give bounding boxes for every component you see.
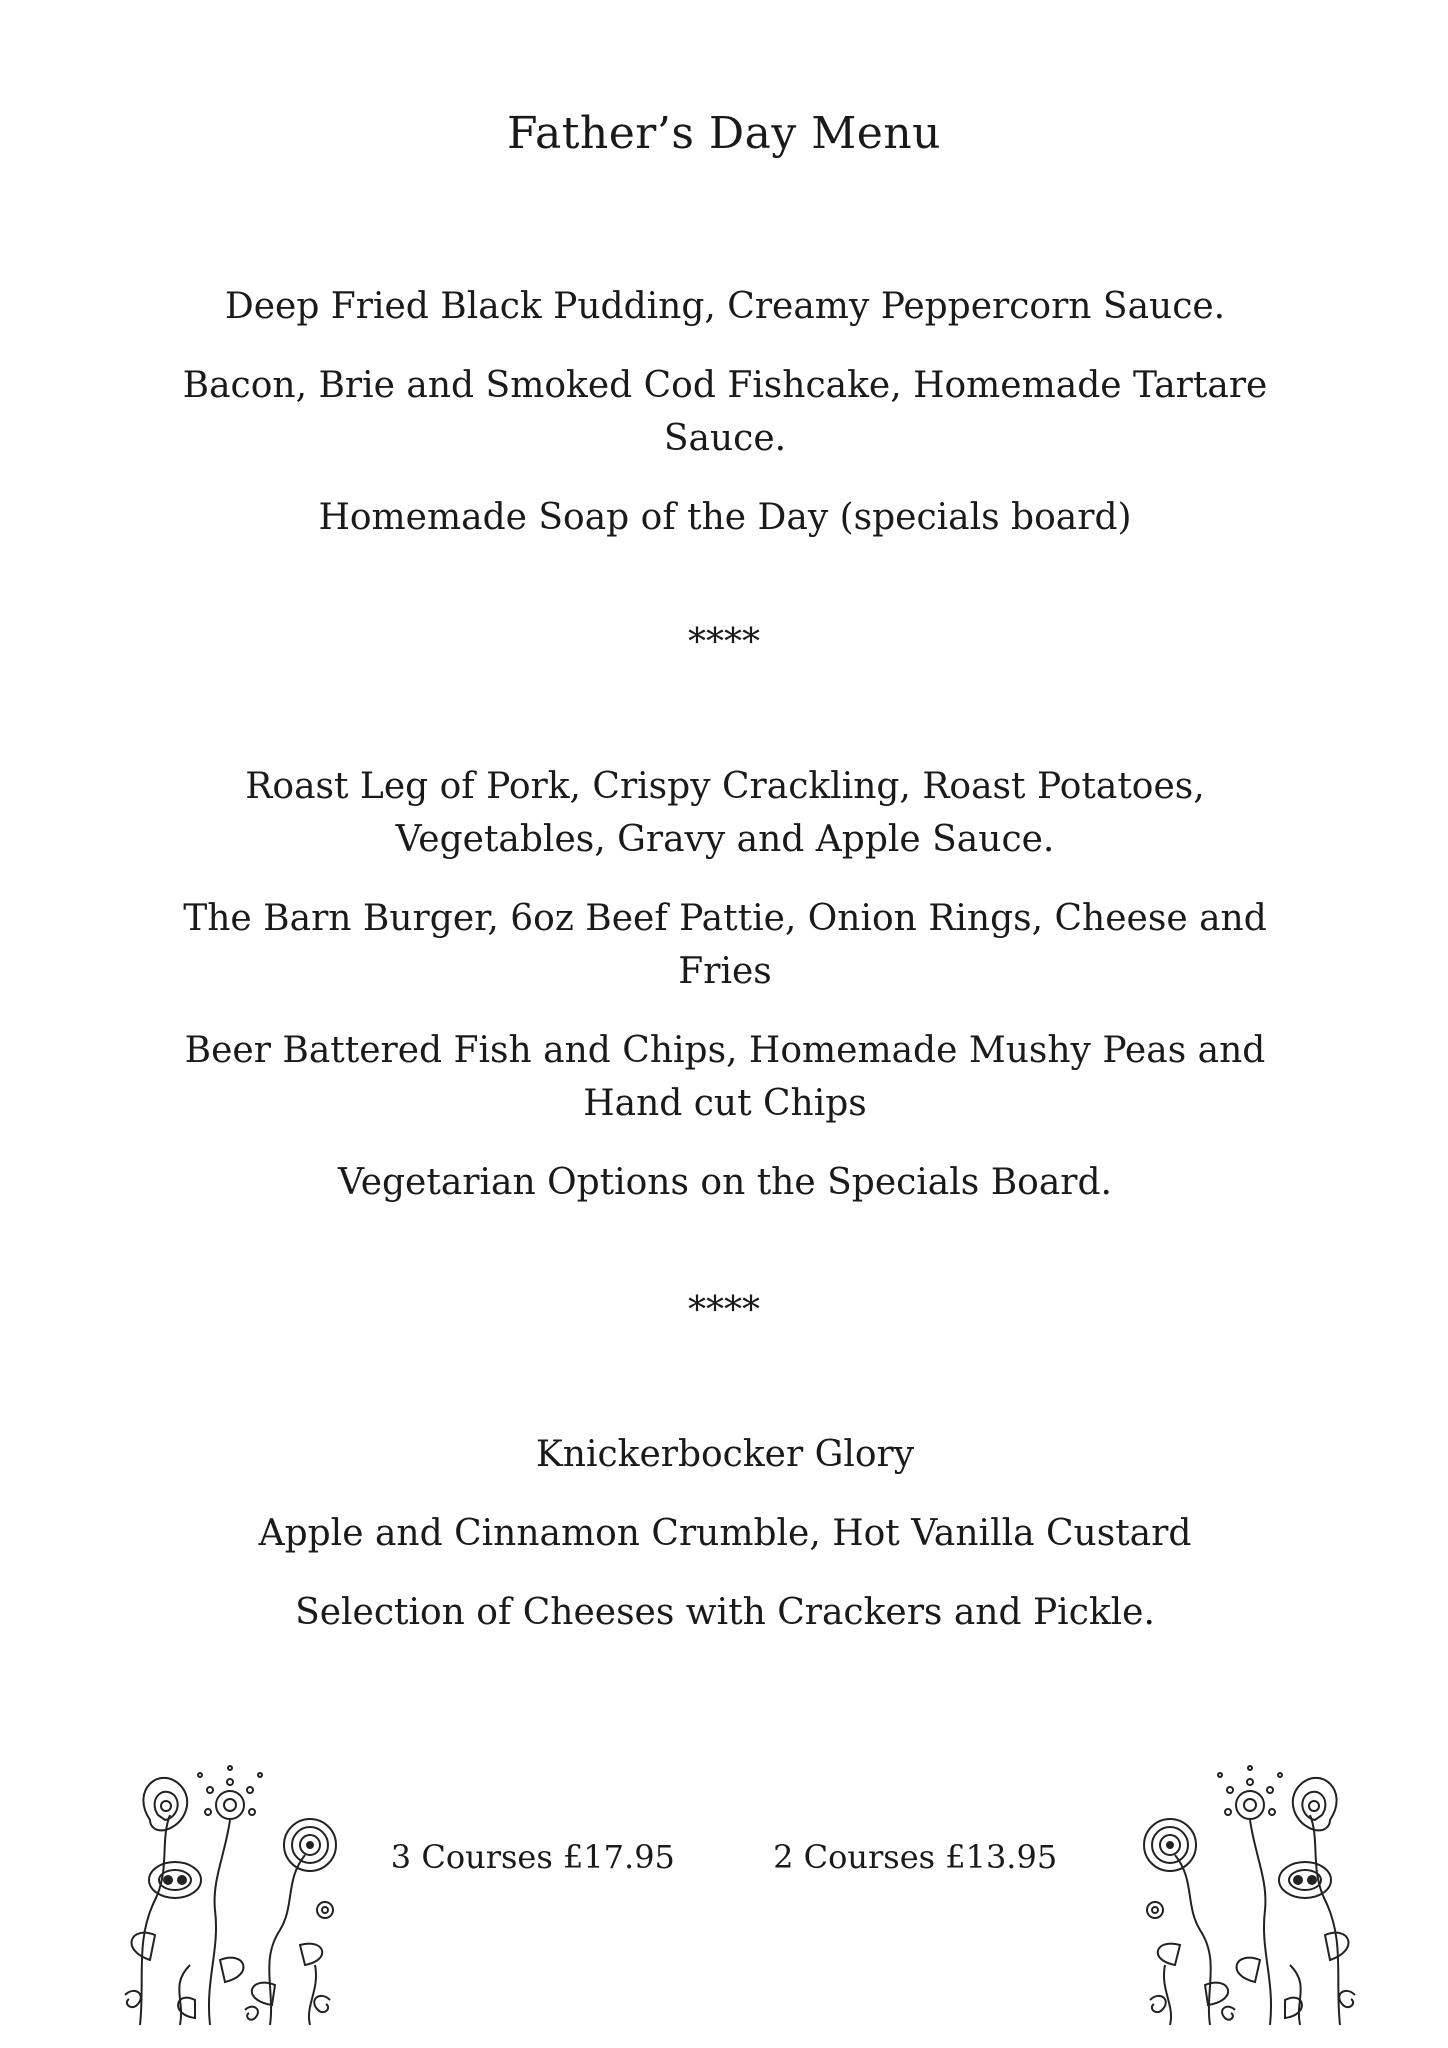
floral-doodle-icon — [100, 1760, 370, 2030]
main-item: Vegetarian Options on the Specials Board. — [338, 1162, 1112, 1203]
page-title: Father’s Day Menu — [506, 108, 942, 159]
main-item: The Barn Burger, 6oz Beef Pattie, Onion Rings, Cheese and Fries — [183, 898, 1267, 992]
mains-section — [180, 760, 1270, 1235]
main-item: Roast Leg of Pork, Crispy Crackling, Roast Potatoes, Vegetables, Gravy and Apple Sauce. — [245, 766, 1205, 860]
floral-doodle-icon — [1110, 1760, 1380, 2030]
course-separator: **** — [688, 622, 760, 663]
price-two-courses: 2 Courses £13.95 — [773, 1838, 1058, 1876]
starter-item: Bacon, Brie and Smoked Cod Fishcake, Homemade Tartare Sauce. — [182, 365, 1268, 459]
starter-item: Deep Fried Black Pudding, Creamy Peppercorn Sauce. — [224, 286, 1226, 327]
course-separator: **** — [688, 1290, 760, 1331]
main-item: Beer Battered Fish and Chips, Homemade Mushy Peas and Hand cut Chips — [184, 1030, 1266, 1124]
dessert-item: Knickerbocker Glory — [535, 1434, 915, 1475]
dessert-item: Selection of Cheeses with Crackers and Pickle. — [295, 1592, 1155, 1633]
desserts-section — [180, 1428, 1270, 1665]
price-three-courses: 3 Courses £17.95 — [390, 1838, 675, 1876]
starter-item: Homemade Soap of the Day (specials board) — [318, 497, 1132, 538]
starters-section — [180, 280, 1270, 570]
dessert-item: Apple and Cinnamon Crumble, Hot Vanilla Custard — [258, 1513, 1192, 1554]
